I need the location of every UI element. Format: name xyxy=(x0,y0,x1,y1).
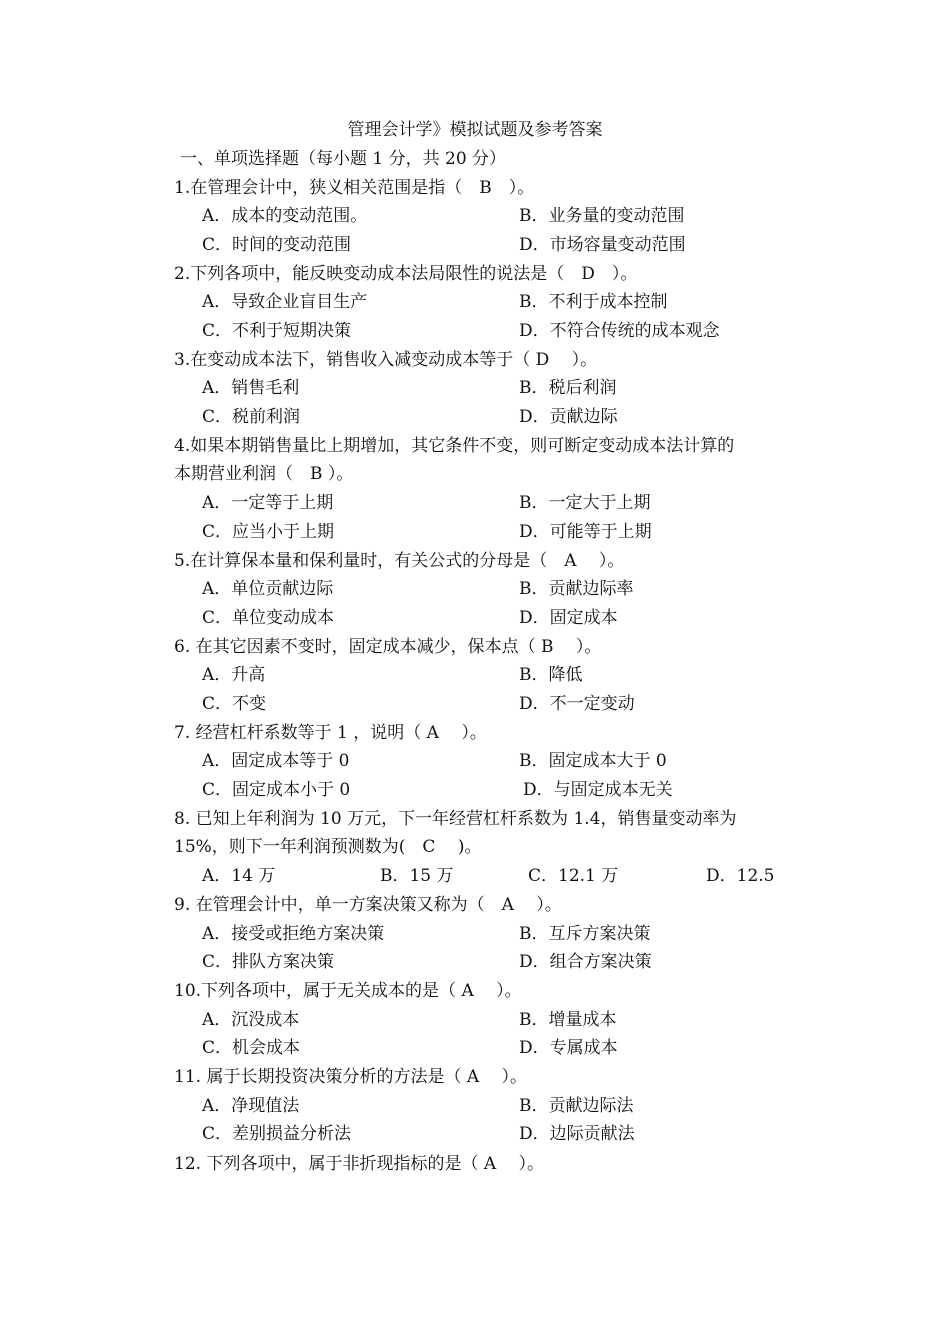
question-5-option-d: D．固定成本 xyxy=(519,608,618,628)
question-8-stem: 8. 已知上年利润为 10 万元，下一年经营杠杆系数为 1.4，销售量变动率为 xyxy=(174,809,737,829)
question-8-option-a: A．14 万 xyxy=(202,866,276,886)
question-9-option-b: B．互斥方案决策 xyxy=(519,924,651,944)
question-8-option-d: D．12.5 xyxy=(706,866,775,886)
question-11-stem: 11. 属于长期投资决策分析的方法是（ A ）。 xyxy=(174,1067,528,1087)
question-11-option-a: A．净现值法 xyxy=(202,1096,300,1116)
question-9-stem: 9. 在管理会计中，单一方案决策又称为（ A ）。 xyxy=(174,895,562,915)
question-4-option-a: A．一定等于上期 xyxy=(202,493,334,513)
question-5-option-a: A．单位贡献边际 xyxy=(202,579,334,599)
question-12-stem: 12. 下列各项中，属于非折现指标的是（ A ）。 xyxy=(174,1154,545,1174)
question-11-option-d: D．边际贡献法 xyxy=(519,1124,635,1144)
question-3-stem: 3.在变动成本法下，销售收入减变动成本等于（ D ）。 xyxy=(174,350,598,370)
question-3-option-a: A．销售毛利 xyxy=(202,378,300,398)
question-10-option-a: A．沉没成本 xyxy=(202,1010,300,1030)
question-11-option-c: C．差别损益分析法 xyxy=(202,1124,352,1144)
question-2-option-d: D．不符合传统的成本观念 xyxy=(519,321,720,341)
question-10-option-b: B．增量成本 xyxy=(519,1010,617,1030)
question-2-stem: 2.下列各项中，能反映变动成本法局限性的说法是（ D ）。 xyxy=(174,264,638,284)
question-2-option-c: C．不利于短期决策 xyxy=(202,321,352,341)
question-9-option-c: C．排队方案决策 xyxy=(202,952,335,972)
question-1-option-a: A．成本的变动范围。 xyxy=(202,206,368,226)
question-3-option-d: D．贡献边际 xyxy=(519,407,618,427)
question-7-stem: 7. 经营杠杆系数等于 1 ，说明（ A ）。 xyxy=(174,723,487,743)
question-5-option-b: B．贡献边际率 xyxy=(519,579,634,599)
question-3-option-c: C．税前利润 xyxy=(202,407,301,427)
question-10-option-d: D．专属成本 xyxy=(519,1038,618,1058)
question-8-option-c: C．12.1 万 xyxy=(528,866,619,886)
question-1-option-b: B．业务量的变动范围 xyxy=(519,206,685,226)
question-5-option-c: C．单位变动成本 xyxy=(202,608,335,628)
question-1-option-c: C．时间的变动范围 xyxy=(202,235,352,255)
question-7-option-b: B．固定成本大于 0 xyxy=(519,751,667,771)
question-2-option-b: B．不利于成本控制 xyxy=(519,292,668,312)
question-3-option-b: B．税后利润 xyxy=(519,378,617,398)
question-11-option-b: B．贡献边际法 xyxy=(519,1096,634,1116)
question-8-stem-continued: 15%，则下一年利润预测数为( C )。 xyxy=(174,837,482,857)
question-4-option-d: D．可能等于上期 xyxy=(519,522,652,542)
question-9-option-d: D．组合方案决策 xyxy=(519,952,652,972)
question-4-stem: 4.如果本期销售量比上期增加，其它条件不变，则可断定变动成本法计算的 xyxy=(174,436,735,456)
question-10-option-c: C．机会成本 xyxy=(202,1038,301,1058)
question-1-option-d: D．市场容量变动范围 xyxy=(519,235,686,255)
document-title: 管理会计学》模拟试题及参考答案 xyxy=(347,120,603,140)
question-10-stem: 10.下列各项中，属于无关成本的是（ A ）。 xyxy=(174,981,522,1001)
question-6-option-b: B．降低 xyxy=(519,665,583,685)
question-9-option-a: A．接受或拒绝方案决策 xyxy=(202,924,385,944)
question-7-option-a: A．固定成本等于 0 xyxy=(202,751,350,771)
question-4-option-c: C．应当小于上期 xyxy=(202,522,335,542)
question-2-option-a: A．导致企业盲目生产 xyxy=(202,292,368,312)
section-heading: 一、单项选择题（每小题 1 分，共 20 分） xyxy=(180,149,507,169)
question-4-option-b: B．一定大于上期 xyxy=(519,493,651,513)
question-1-stem: 1.在管理会计中，狭义相关范围是指（ B ）。 xyxy=(174,178,535,198)
question-7-option-d: D．与固定成本无关 xyxy=(523,780,673,800)
question-5-stem: 5.在计算保本量和保利量时，有关公式的分母是（ A ）。 xyxy=(174,551,625,571)
question-6-option-c: C．不变 xyxy=(202,694,267,714)
question-6-stem: 6. 在其它因素不变时，固定成本减少，保本点（ B ）。 xyxy=(174,637,602,657)
question-8-option-b: B．15 万 xyxy=(380,866,454,886)
question-6-option-a: A．升高 xyxy=(202,665,266,685)
question-4-stem-continued: 本期营业利润（ B ）。 xyxy=(174,464,354,484)
question-6-option-d: D．不一定变动 xyxy=(519,694,635,714)
question-7-option-c: C．固定成本小于 0 xyxy=(202,780,351,800)
